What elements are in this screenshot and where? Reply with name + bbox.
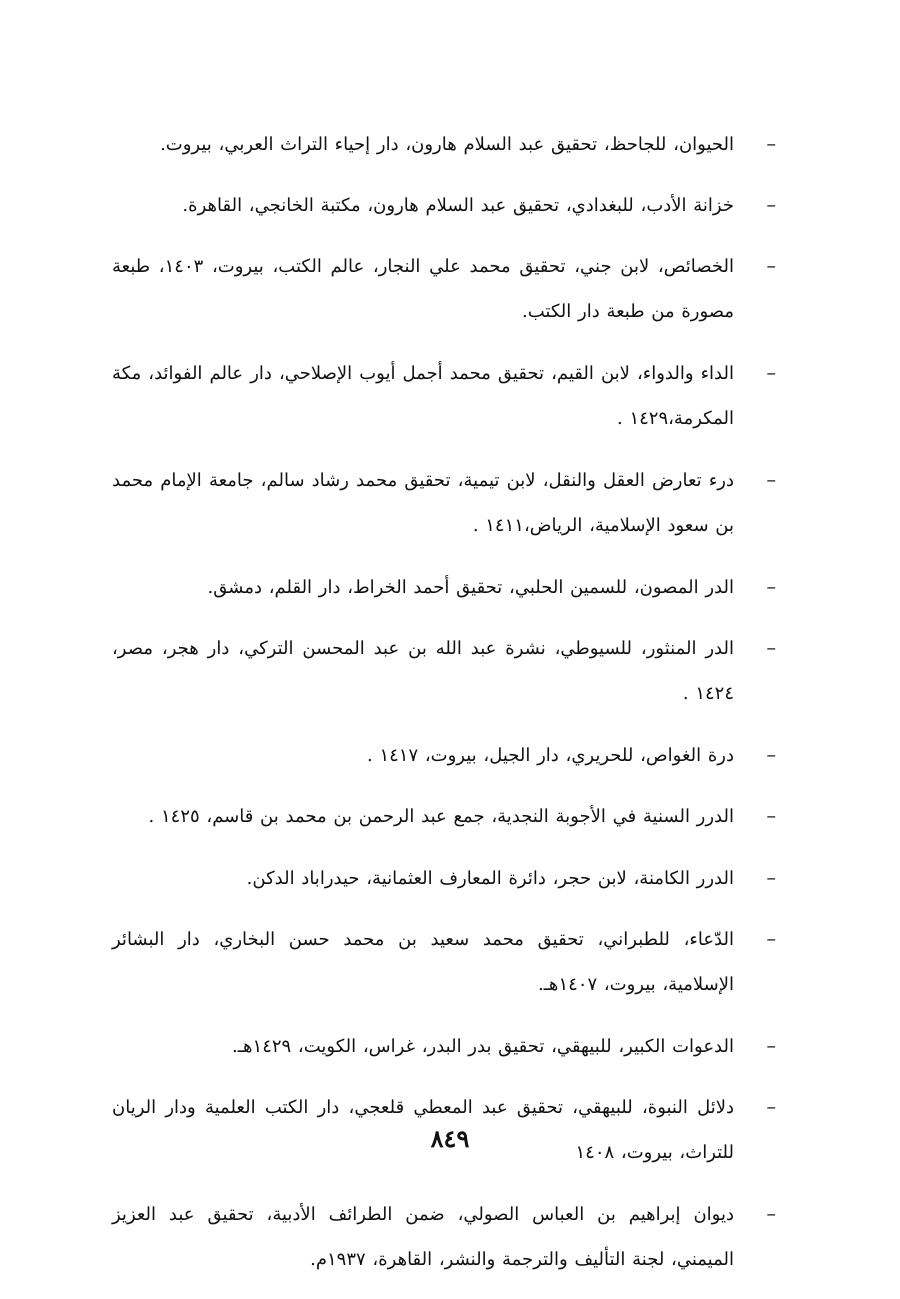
bibliography-entry xyxy=(112,565,782,610)
bibliography-entry xyxy=(112,794,782,839)
entry-text: ديوان إبراهيم بن العباس الصولي، ضمن الطرائف الأدبية، تحقيق عبد العزيز الميمني، لجنة التأليف والترجمة والنشر، القاهرة، ١٩٣٧م. xyxy=(112,1204,734,1270)
entry-text: الدر المنثور، للسيوطي، نشرة عبد الله بن عبد المحسن التركي، دار هجر، مصر، ١٤٢٤ . xyxy=(112,638,734,704)
entry-text: خزانة الأدب، للبغدادي، تحقيق عبد السلام هارون، مكتبة الخانجي، القاهرة. xyxy=(182,195,734,216)
entry-text: الدّعاء، للطبراني، تحقيق محمد سعيد بن محمد حسن البخاري، دار البشائر الإسلامية، بيروت، ١٤٠٧هـ. xyxy=(112,929,734,995)
page-number: ٨٤٩ xyxy=(430,1124,470,1153)
bibliography-entry xyxy=(112,917,782,1007)
entry-dash: – xyxy=(766,744,776,766)
bibliography-entry xyxy=(112,1192,782,1282)
entry-dash: – xyxy=(766,805,776,827)
bibliography-entry xyxy=(112,856,782,901)
entry-dash: – xyxy=(766,928,776,950)
bibliography-list xyxy=(112,122,782,1299)
entry-dash: – xyxy=(766,1096,776,1118)
entry-dash: – xyxy=(766,637,776,659)
entry-dash: – xyxy=(766,1035,776,1057)
bibliography-entry xyxy=(112,458,782,548)
bibliography-entry xyxy=(112,1024,782,1069)
entry-text: الداء والدواء، لابن القيم، تحقيق محمد أجمل أيوب الإصلاحي، دار عالم الفوائد، مكة المكرمة،١٤٢٩ . xyxy=(112,363,734,429)
entry-text: الدعوات الكبير، للبيهقي، تحقيق بدر البدر، غراس، الكويت، ١٤٢٩هـ. xyxy=(232,1036,734,1057)
entry-text: الحيوان، للجاحظ، تحقيق عبد السلام هارون، دار إحياء التراث العربي، بيروت. xyxy=(160,134,734,155)
entry-dash: – xyxy=(766,362,776,384)
entry-text: الدرر السنية في الأجوبة النجدية، جمع عبد الرحمن بن محمد بن قاسم، ١٤٢٥ . xyxy=(148,806,734,827)
entry-dash: – xyxy=(766,255,776,277)
entry-text: الدر المصون، للسمين الحلبي، تحقيق أحمد الخراط، دار القلم، دمشق. xyxy=(207,577,734,598)
entry-dash: – xyxy=(766,469,776,491)
bibliography-entry xyxy=(112,351,782,441)
entry-dash: – xyxy=(766,867,776,889)
entry-dash: – xyxy=(766,133,776,155)
entry-text: درء تعارض العقل والنقل، لابن تيمية، تحقيق محمد رشاد سالم، جامعة الإمام محمد بن سعود الإسلامية، الرياض،١٤١١ . xyxy=(112,470,734,536)
bibliography-entry xyxy=(112,244,782,334)
entry-dash: – xyxy=(766,194,776,216)
entry-text: الدرر الكامنة، لابن حجر، دائرة المعارف العثمانية، حيدراباد الدكن. xyxy=(246,868,734,889)
bibliography-entry xyxy=(112,733,782,778)
entry-dash: – xyxy=(766,576,776,598)
entry-text: درة الغواص، للحريري، دار الجيل، بيروت، ١٤١٧ . xyxy=(367,745,734,766)
bibliography-entry xyxy=(112,122,782,167)
entry-text: دلائل النبوة، للبيهقي، تحقيق عبد المعطي قلعجي، دار الكتب العلمية ودار الريان للتراث، بيروت، ١٤٠٨ xyxy=(112,1097,734,1163)
entry-text: الخصائص، لابن جني، تحقيق محمد علي النجار، عالم الكتب، بيروت، ١٤٠٣، طبعة مصورة من طبعة دار الكتب. xyxy=(112,256,735,322)
bibliography-entry xyxy=(112,626,782,716)
entry-dash: – xyxy=(766,1203,776,1225)
bibliography-entry xyxy=(112,183,782,228)
